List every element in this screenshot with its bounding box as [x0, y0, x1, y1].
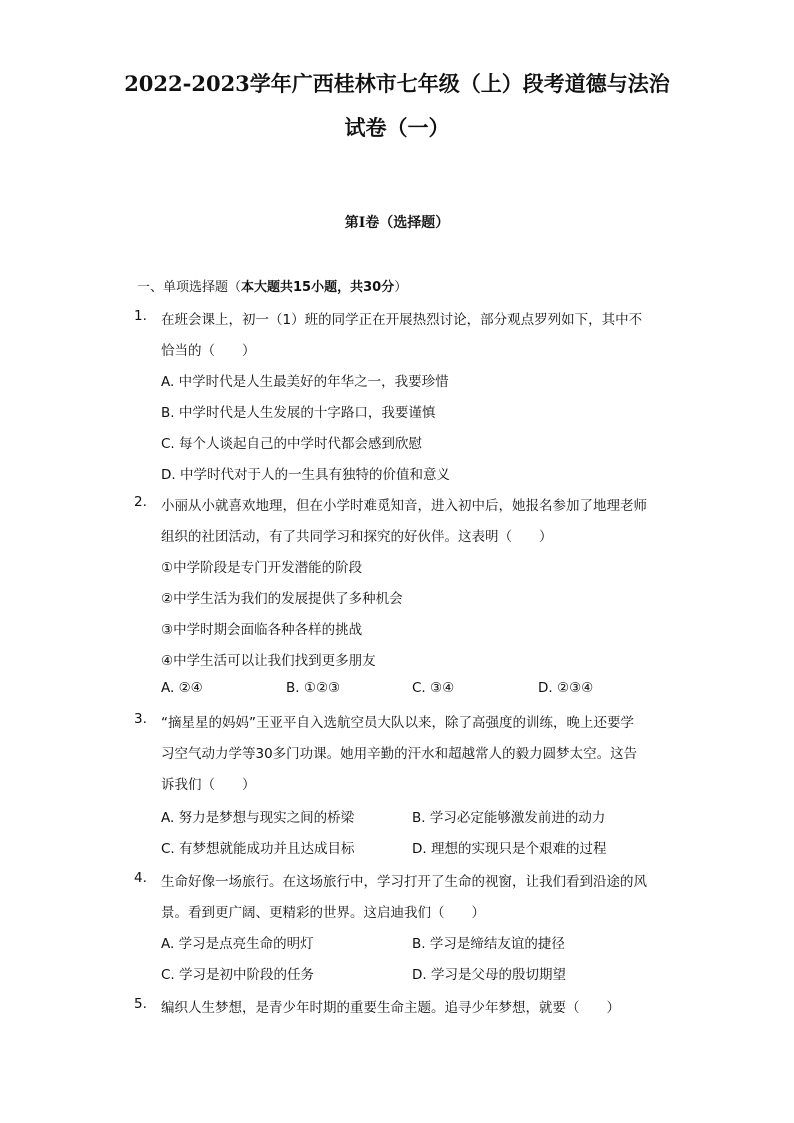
option-b: B. ①②③	[286, 680, 341, 696]
option-b: B. 学习必定能够激发前进的动力	[412, 810, 606, 826]
question-number: 4.	[134, 870, 147, 886]
option-c: C. ③④	[412, 680, 455, 696]
question-stem-line: “摘星星的妈妈”王亚平自入选航空员大队以来，除了高强度的训练，晚上还要学	[161, 715, 634, 731]
option-a: A. 学习是点亮生命的明灯	[161, 936, 314, 952]
option-d: D. 学习是父母的殷切期望	[412, 967, 566, 983]
option-a: A. 中学时代是人生最美好的年华之一，我要珍惜	[161, 374, 449, 390]
question-stem-line: 习空气动力学等30多门功课。她用辛勤的汗水和超越常人的毅力圆梦太空。这告	[161, 746, 638, 762]
question-number: 5.	[134, 996, 147, 1012]
question-number: 3.	[134, 711, 147, 727]
question-number: 2.	[134, 494, 147, 510]
exam-title-line2: 试卷（一）	[344, 115, 450, 140]
option-c: C. 学习是初中阶段的任务	[161, 967, 315, 983]
statement-1: ①中学阶段是专门开发潜能的阶段	[161, 560, 363, 576]
question-number: 1.	[134, 308, 147, 324]
option-c: C. 每个人谈起自己的中学时代都会感到欣慰	[161, 436, 423, 452]
section-title: 第I卷（选择题）	[344, 215, 450, 231]
part-heading	[137, 276, 407, 295]
option-b: B. 中学时代是人生发展的十字路口，我要谨慎	[161, 405, 436, 421]
exam-title-line1: 2022-2023学年广西桂林市七年级（上）段考道德与法治	[124, 71, 670, 96]
question-stem-line: 在班会课上，初一（1）班的同学正在开展热烈讨论，部分观点罗列如下，其中不	[161, 312, 643, 328]
question-stem-line: 生命好像一场旅行。在这场旅行中，学习打开了生命的视窗，让我们看到沿途的风	[161, 874, 647, 890]
part-heading-suffix: ）	[394, 280, 408, 295]
statement-2: ②中学生活为我们的发展提供了多种机会	[161, 591, 403, 607]
question-stem-line: 诉我们（ ）	[161, 777, 256, 793]
option-a: A. ②④	[161, 680, 203, 696]
option-d: D. ②③④	[538, 680, 594, 696]
question-stem-line: 景。看到更广阔、更精彩的世界。这启迪我们（ ）	[161, 905, 485, 921]
option-d: D. 理想的实现只是个艰难的过程	[412, 841, 607, 857]
statement-4: ④中学生活可以让我们找到更多朋友	[161, 653, 376, 669]
question-stem-line: 小丽从小就喜欢地理，但在小学时难觅知音，进入初中后，她报名参加了地理老师	[161, 498, 647, 514]
option-a: A. 努力是梦想与现实之间的桥梁	[161, 810, 355, 826]
question-stem-line: 组织的社团活动，有了共同学习和探究的好伙伴。这表明（ ）	[161, 529, 553, 545]
option-c: C. 有梦想就能成功并且达成目标	[161, 841, 355, 857]
option-d: D. 中学时代对于人的一生具有独特的价值和意义	[161, 467, 450, 483]
question-stem-line: 编织人生梦想，是青少年时期的重要生命主题。追寻少年梦想，就要（ ）	[161, 1000, 620, 1016]
option-b: B. 学习是缔结友谊的捷径	[412, 936, 565, 952]
question-stem-line: 恰当的（ ）	[161, 343, 256, 359]
part-heading-bold: 本大题共15小题，共30分	[241, 280, 395, 295]
statement-3: ③中学时期会面临各种各样的挑战	[161, 622, 363, 638]
part-heading-prefix: 一、单项选择题（	[137, 280, 242, 295]
